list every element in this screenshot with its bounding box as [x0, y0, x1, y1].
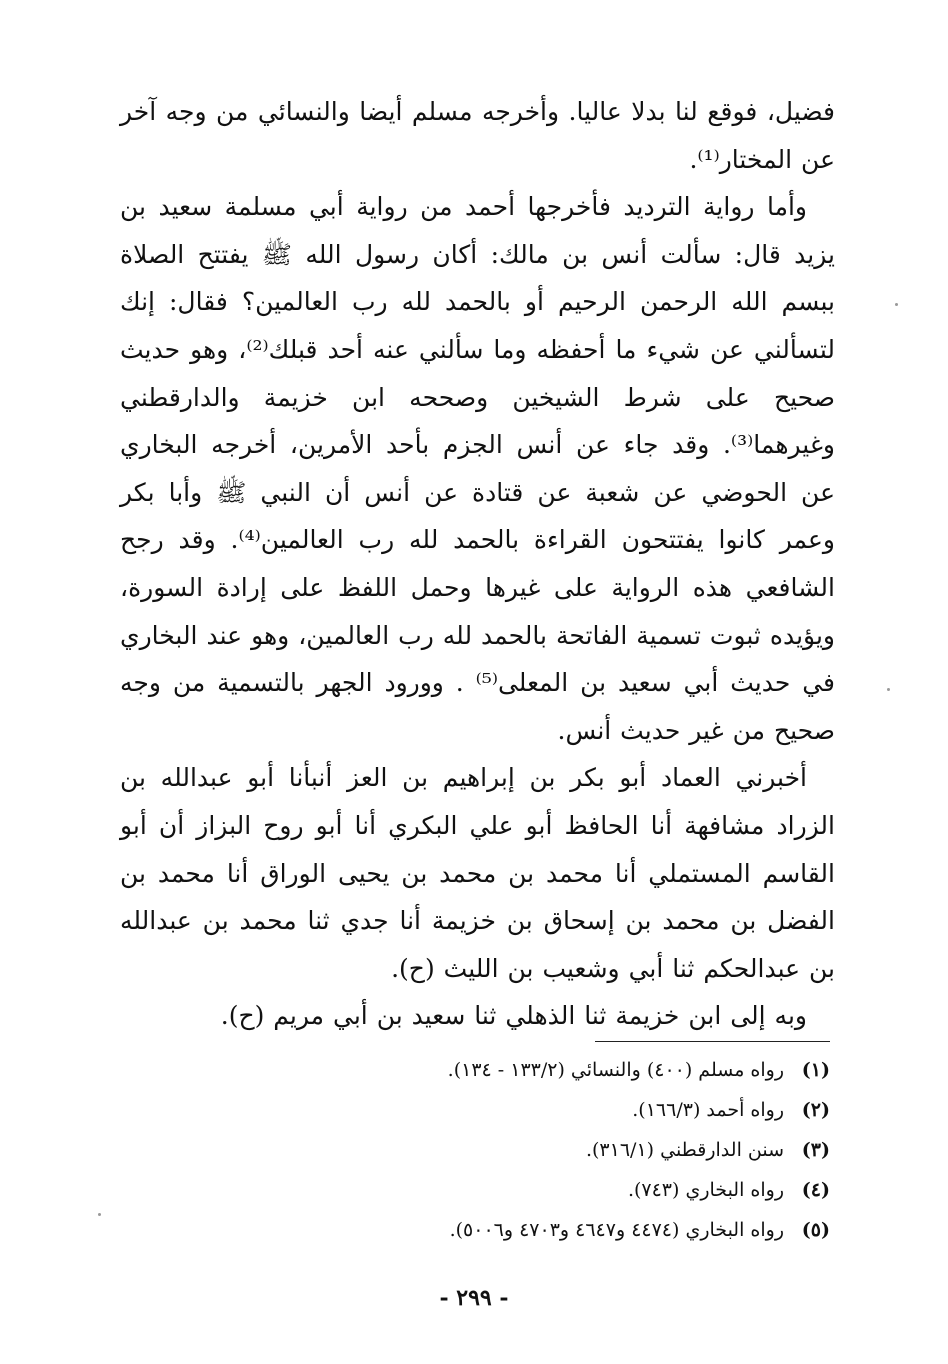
- scan-speck: [98, 1213, 101, 1216]
- footnote-text: رواه البخاري (٧٤٣).: [627, 1179, 784, 1201]
- footnotes-list: [120, 1050, 830, 1250]
- footnote-text: رواه أحمد (١٦٦/٣).: [632, 1099, 784, 1121]
- footnote-text: رواه البخاري (٤٤٧٤ و٤٦٤٧ و٤٧٠٣ و٥٠٠٦).: [449, 1219, 784, 1241]
- footnote-number: (١): [801, 1059, 830, 1081]
- paragraph-tardid-narration: وأما رواية الترديد فأخرجها أحمد من رواية أبي مسلمة سعيد بن يزيد قال: سألت أنس بن مالك: أكان رسول الله ﷺ يفتتح الصلاة ببسم الله الرحمن الرحيم أو بالحمد لله رب العالمين؟ فقال: إنك لتسألني عن شيء ما أحفظه وما سألني عنه أحد قبلك⁽²⁾، وهو حديث صحيح على شرط الشيخين وصححه ابن خزيمة والدارقطني وغيرهما⁽³⁾. وقد جاء عن أنس الجزم بأحد الأمرين، أخرجه البخاري عن الحوضي عن شعبة عن قتادة عن أنس أن النبي ﷺ وأبا بكر وعمر كانوا يفتتحون القراءة بالحمد لله رب العالمين⁽⁴⁾. وقد رجح الشافعي هذه الرواية على غيرها وحمل اللفظ على إرادة السورة، ويؤيده ثبوت تسمية الفاتحة بالحمد لله رب العالمين، وهو عند البخاري في حديث أبي سعيد بن المعلى⁽⁵⁾ . وورود الجهر بالتسمية من وجه صحيح من غير حديث أنس.: [120, 192, 835, 745]
- footnote-item: [120, 1090, 830, 1130]
- footnote-item: [120, 1170, 830, 1210]
- footnote-number: (٥): [801, 1219, 830, 1241]
- footnote-divider: [595, 1041, 830, 1042]
- footnote-item: [120, 1130, 830, 1170]
- paragraph-ibn-khuzayma: وبه إلى ابن خزيمة ثنا الذهلي ثنا سعيد بن أبي مريم (ح).: [220, 1001, 807, 1031]
- footnote-item: [120, 1050, 830, 1090]
- paragraph-continuation: فضيل، فوقع لنا بدلا عاليا. وأخرجه مسلم أيضا والنسائي من وجه آخر عن المختار⁽¹⁾.: [120, 97, 835, 174]
- footnote-item: [120, 1210, 830, 1250]
- scan-speck: [887, 688, 890, 691]
- footnote-text: رواه مسلم (٤٠٠) والنسائي (١٣٣/٢ - ١٣٤).: [447, 1059, 784, 1081]
- paragraph-isnad-chain: أخبرني العماد أبو بكر بن إبراهيم بن العز أنبأنا أبو عبدالله بن الزراد مشافهة أنا الحافظ أبو علي البكري أنا أبو روح البزاز أن أبو القاسم المستملي أنا محمد بن محمد بن يحيى الوراق أنا محمد بن الفضل بن محمد بن إسحاق بن خزيمة أنا جدي ثنا محمد بن عبدالله بن عبدالحكم ثنا أبي وشعيب بن الليث (ح).: [120, 763, 835, 983]
- main-text-block: [120, 88, 835, 1040]
- page-number: - ٢٩٩ -: [439, 1285, 509, 1311]
- footnote-number: (٤): [801, 1179, 830, 1201]
- footnote-number: (٢): [801, 1099, 830, 1121]
- scan-speck: [895, 303, 898, 306]
- footnote-number: (٣): [801, 1139, 830, 1161]
- footnote-text: سنن الدارقطني (٣١٦/١).: [585, 1139, 784, 1161]
